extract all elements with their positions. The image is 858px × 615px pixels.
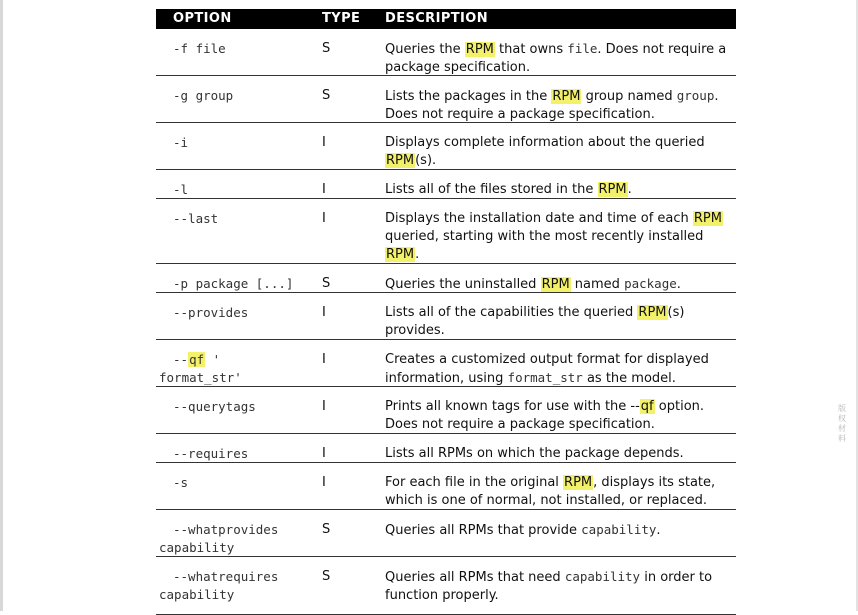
text-run: Lists all RPMs on which the package depends. [385,446,684,461]
table-row [156,264,736,293]
table-row [156,510,736,557]
option-line-1: --whatprovides [173,522,279,537]
description-cell [385,568,730,605]
text-run: as the model. [582,371,676,386]
description-cell [385,474,730,510]
type-cell: I [322,211,326,226]
description-cell [385,181,730,199]
type-cell: S [322,88,331,103]
table-row [156,387,736,434]
option-cell: --requires [173,446,249,461]
text-run: Creates a customized output format for displayed information, using [385,352,709,386]
text-run: in order to function properly. [385,570,713,603]
option-cell: -g group [173,88,234,103]
option-cell: --querytags [173,399,256,414]
type-cell: I [322,352,326,367]
text-run: ' [205,352,221,367]
header-description: DESCRIPTION [385,11,488,26]
highlighted-term: RPM [541,277,570,292]
highlighted-term: RPM [638,305,667,320]
type-cell: I [322,446,326,461]
text-run: . [676,277,681,292]
table-header [156,9,736,29]
description-cell [385,521,730,540]
text-run: . [656,523,661,538]
option-line-1: --whatrequires [173,569,279,584]
code-term: capability [581,522,657,537]
highlighted-term: qf [189,352,205,367]
description-cell [385,304,730,340]
side-stamp: 版权材料 [838,404,846,443]
table-row [156,123,736,170]
text-run: named [570,277,625,292]
text-run: For each file in the original [385,475,564,490]
text-run: that owns [494,42,568,57]
table-row [156,340,736,387]
text-run: group named [581,89,677,104]
type-cell: S [322,522,331,537]
text-run: . [415,247,420,262]
text-run: -- [173,352,189,367]
table-row [156,170,736,199]
table-row [156,293,736,340]
option-cell: -l [173,182,189,197]
text-run: (s) provides. [385,305,685,338]
option-cell: -f file [173,41,226,56]
header-type: TYPE [322,11,361,26]
highlighted-term: RPM [386,153,415,168]
option-cell [159,521,307,557]
option-cell: -p package [...] [173,276,294,291]
highlighted-term: RPM [693,211,722,226]
text-run: Queries the uninstalled [385,277,541,292]
option-line-1 [159,351,307,369]
description-cell [385,87,730,124]
code-term: format_str [507,370,583,385]
type-cell: S [322,276,331,291]
type-cell: I [322,399,326,414]
text-run: Displays the installation date and time of each [385,211,693,226]
type-cell: I [322,135,326,150]
options-table [156,9,736,615]
code-term: file [567,41,598,56]
type-cell: I [322,182,326,197]
highlighted-term: qf [640,399,654,414]
text-run: (s). [415,153,437,168]
table-row [156,463,736,510]
page-edge [0,0,3,611]
text-run: , displays its state, which is one of normal, not installed, or replaced. [385,475,716,508]
header-option: OPTION [173,11,232,26]
type-cell: S [322,41,331,56]
option-cell: --provides [173,305,249,320]
text-run: Prints all known tags for use with the -- [385,399,640,414]
table-row [156,199,736,264]
option-cell: -s [173,475,189,490]
code-term: group [676,88,715,103]
description-cell [385,445,730,463]
text-run: Queries all RPMs that provide [385,523,582,538]
highlighted-term: RPM [386,247,415,262]
description-cell [385,134,730,170]
text-run: Queries the [385,42,465,57]
text-run: Displays complete information about the queried [385,135,705,150]
text-run: . Does not require a package specification. [385,89,719,122]
text-run: . [627,182,632,197]
table-row [156,557,736,615]
table-row [156,76,736,123]
description-cell [385,275,730,294]
option-line-2: capability [159,587,235,602]
description-cell [385,210,730,264]
text-run: Lists all of the capabilities the queried [385,305,638,320]
table-row [156,434,736,463]
description-cell [385,351,730,388]
text-run: . Does not require a package specification. [385,42,727,75]
option-line-2: format_str' [159,370,242,385]
highlighted-term: RPM [552,89,581,104]
table-row [156,29,736,76]
type-cell: S [322,569,331,584]
highlighted-term: RPM [564,475,593,490]
type-cell: I [322,305,326,320]
table-body [156,29,736,615]
highlighted-term: RPM [598,182,627,197]
option-cell: -i [173,135,189,150]
option-cell: --last [173,211,219,226]
option-cell [159,568,307,604]
text-run: Lists the packages in the [385,89,552,104]
text-run: Queries all RPMs that need [385,570,565,585]
option-line-2: capability [159,540,235,555]
highlighted-term: RPM [465,42,494,57]
option-cell [159,351,307,387]
description-cell [385,40,730,77]
text-run: queried, starting with the most recently installed [385,229,704,244]
type-cell: I [322,475,326,490]
text-run: Lists all of the files stored in the [385,182,598,197]
code-term: capability [564,569,641,584]
code-term: package [624,276,677,291]
description-cell [385,398,730,434]
text-run: option. Does not require a package specification. [385,399,705,432]
